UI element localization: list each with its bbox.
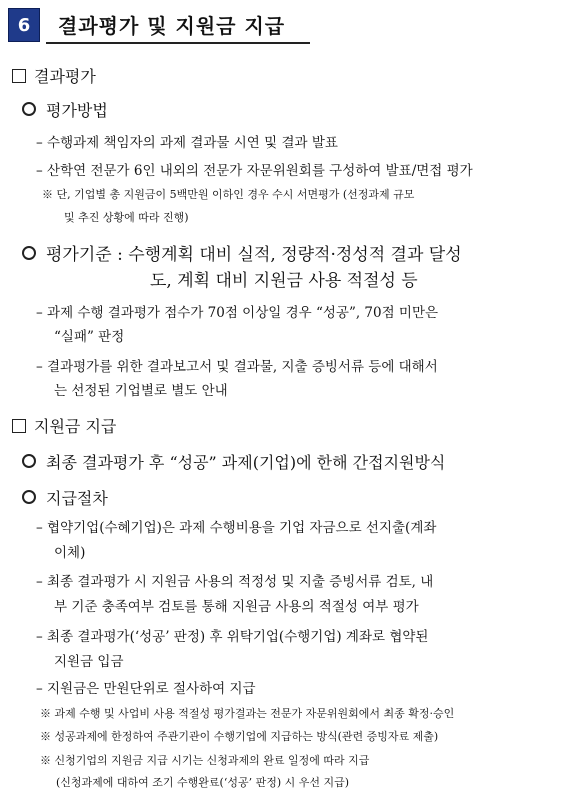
circle-bullet-icon: [22, 490, 36, 504]
list-item: 부 기준 충족여부 검토를 통해 지원금 사용의 적절성 여부 평가: [54, 599, 419, 615]
payment-method-heading: [22, 450, 445, 473]
circle-bullet-icon: [22, 246, 36, 260]
eval-criteria-heading: [22, 240, 462, 265]
list-item: – 최종 결과평가 시 지원금 사용의 적정성 및 지출 증빙서류 검토, 내: [36, 574, 434, 590]
list-item: – 수행과제 책임자의 과제 결과물 시연 및 결과 발표: [36, 135, 338, 151]
eval-method-heading: [22, 98, 108, 121]
note-text: ※ 단, 기업별 총 지원금이 5백만원 이하인 경우 수시 서면평가 (선정과제 규모: [42, 188, 415, 201]
section1-title: 결과평가: [34, 67, 96, 86]
procedure-heading: [22, 486, 108, 509]
section-title: 결과평가 및 지원금 지급: [58, 14, 286, 38]
section2-heading: [12, 414, 116, 437]
list-item: – 결과평가를 위한 결과보고서 및 결과물, 지출 증빙서류 등에 대해서: [36, 359, 438, 375]
square-bullet-icon: [12, 419, 26, 433]
list-item: – 최종 결과평가(‘성공’ 판정) 후 위탁기업(수행기업) 계좌로 협약된: [36, 629, 429, 645]
title-underline: [46, 42, 310, 44]
list-item: 는 선정된 기업별로 별도 안내: [54, 383, 228, 399]
note-text: (신청과제에 대하여 조기 수행완료(‘성공’ 판정) 시 우선 지급): [56, 776, 350, 789]
list-item: 지원금 입금: [54, 654, 124, 670]
eval-criteria-line1: 평가기준 : 수행계획 대비 실적, 정량적·정성적 결과 달성: [46, 245, 462, 265]
note-text: ※ 성공과제에 한정하여 주관기관이 수행기업에 지급하는 방식(관련 증빙자료 제출): [40, 730, 439, 743]
section-header: [8, 8, 308, 44]
payment-method-text: 최종 결과평가 후 “성공” 과제(기업)에 한해 간접지원방식: [46, 453, 446, 472]
list-item: – 협약기업(수혜기업)은 과제 수행비용을 기업 자금으로 선지출(계좌: [36, 520, 437, 536]
section-number-badge: 6: [8, 8, 40, 42]
note-text: ※ 과제 수행 및 사업비 사용 적절성 평가결과는 전문가 자문위원회에서 최종 확정·승인: [40, 707, 455, 720]
eval-method-title: 평가방법: [46, 101, 108, 120]
list-item: – 과제 수행 결과평가 점수가 70점 이상일 경우 “성공”, 70점 미만은: [36, 305, 439, 321]
list-item: 이체): [54, 545, 86, 561]
list-item: – 산학연 전문가 6인 내외의 전문가 자문위원회를 구성하여 발표/면접 평가: [36, 163, 473, 179]
circle-bullet-icon: [22, 102, 36, 116]
section2-title: 지원금 지급: [34, 417, 117, 436]
eval-criteria-line2: 도, 계획 대비 지원금 사용 적절성 등: [150, 271, 418, 291]
procedure-title: 지급절차: [46, 489, 108, 508]
square-bullet-icon: [12, 69, 26, 83]
section1-heading: [12, 64, 96, 87]
note-text: 및 추진 상황에 따라 진행): [64, 211, 189, 224]
circle-bullet-icon: [22, 454, 36, 468]
list-item: “실패” 판정: [54, 329, 125, 345]
list-item: – 지원금은 만원단위로 절사하여 지급: [36, 681, 256, 697]
note-text: ※ 신청기업의 지원금 지급 시기는 신청과제의 완료 일정에 따라 지급: [40, 754, 370, 767]
